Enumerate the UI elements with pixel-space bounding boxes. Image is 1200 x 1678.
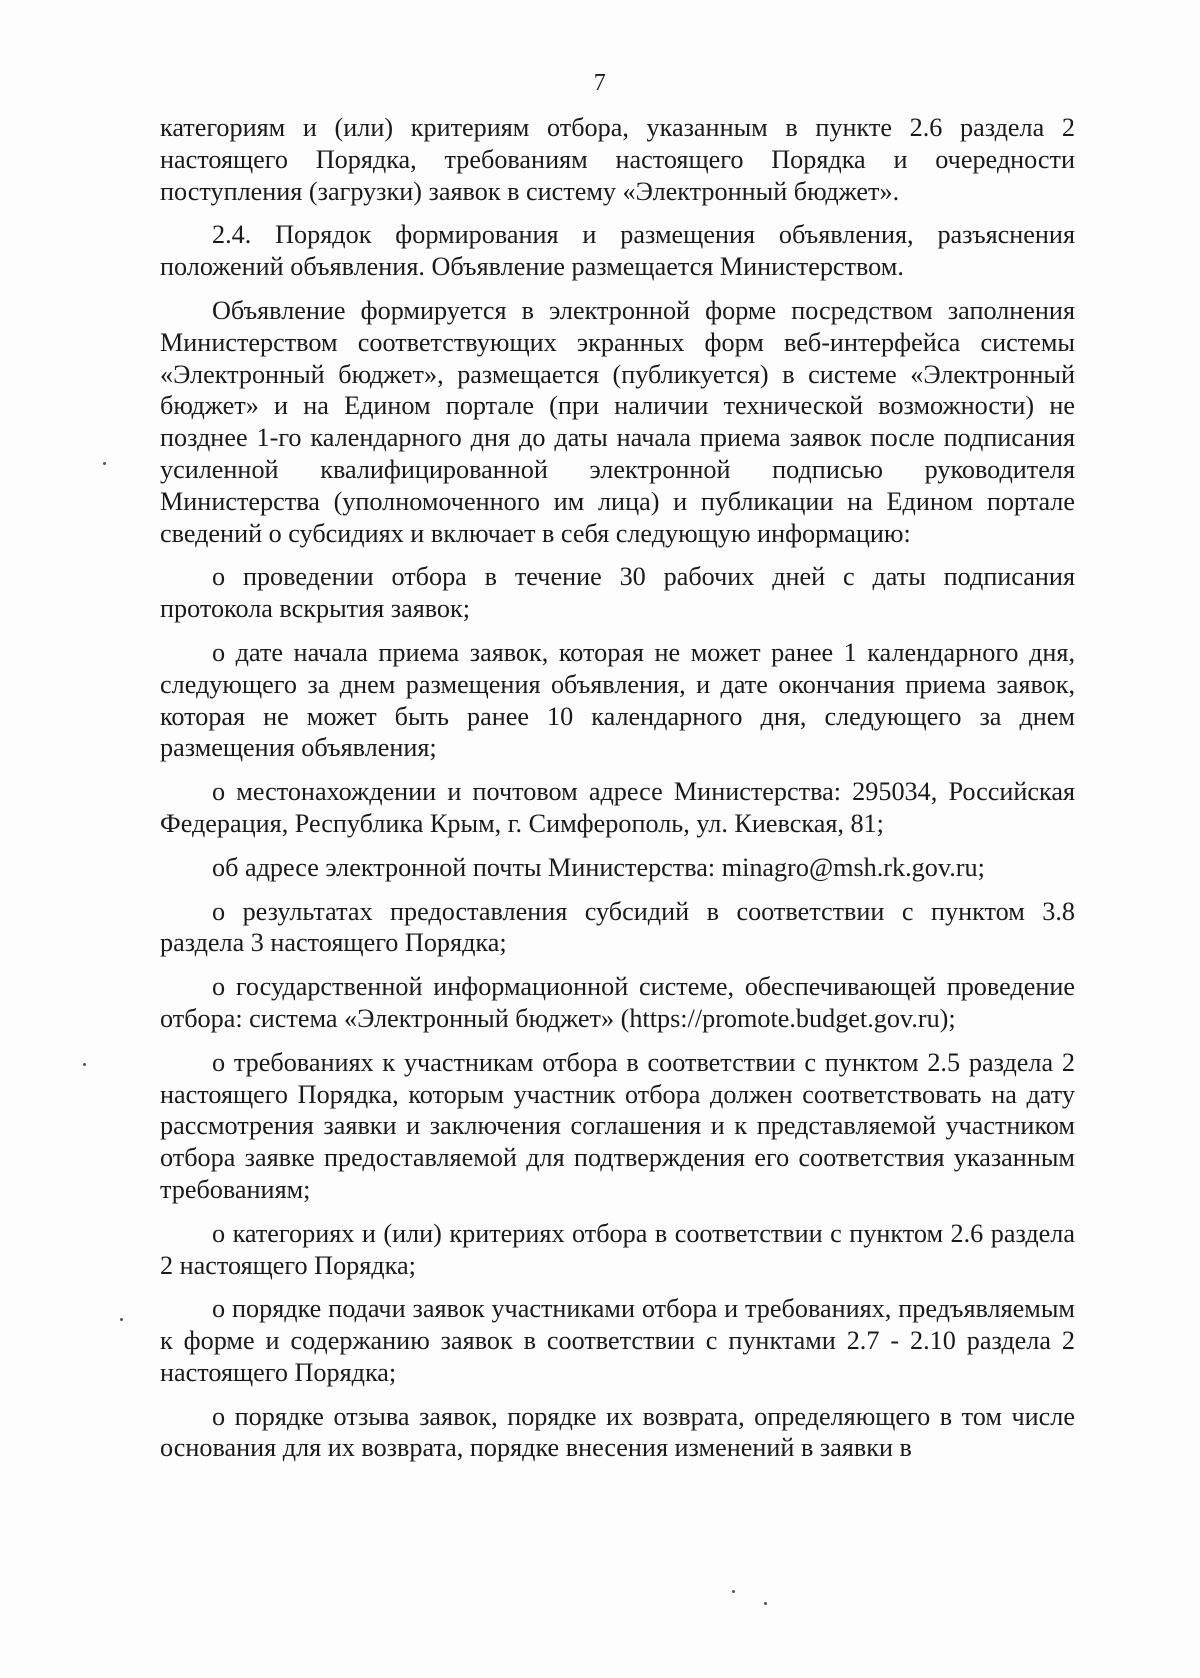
list-item-subsidy-results: о результатах предоставления субсидий в соответствии с пунктом 3.8 раздела 3 настоящего Порядка;	[160, 896, 1075, 958]
list-item-information-system: о государственной информационной системе, обеспечивающей проведение отбора: система «Электронный бюджет» (https://promote.budget.gov.ru);	[160, 972, 1075, 1033]
list-item-ministry-email: об адресе электронной почты Министерства: minagro@msh.rk.gov.ru;	[212, 852, 985, 882]
list-item-participant-requirements: о требованиях к участникам отбора в соответствии с пунктом 2.5 раздела 2 настоящего Порядка, которым участник отбора должен соответствовать на дату рассмотрения заявки и заключения соглашения и к представляемой участником отбора заявке предоставляемой для подтверждения его соответствия указанным требованиям;	[160, 1047, 1075, 1204]
document-body	[160, 112, 1075, 1476]
list-item-application-dates: о дате начала приема заявок, которая не может ранее 1 календарного дня, следующего за днем размещения объявления, и дате окончания приема заявок, которая не может быть ранее 10 календарного дня, следующего за днем размещения объявления;	[160, 637, 1075, 763]
paragraph-continuation: категориям и (или) критериям отбора, указанным в пункте 2.6 раздела 2 настоящего Порядка, требованиям настоящего Порядка и очередности поступления (загрузки) заявок в систему «Электронный бюджет».	[160, 113, 1075, 206]
paragraph-announcement-formation: Объявление формируется в электронной форме посредством заполнения Министерством соответствующих экранных форм веб-интерфейса системы «Электронный бюджет», размещается (публикуется) в системе «Электронный бюджет» и на Едином портале (при наличии технической возможности) не позднее 1-го календарного дня до даты начала приема заявок после подписания усиленной квалифицированной электронной подписью руководителя Министерства (уполномоченного им лица) и публикации на Едином портале сведений о субсидиях и включает в себя следующую информацию:	[160, 295, 1075, 548]
list-item-application-procedure: о порядке подачи заявок участниками отбора и требованиях, предъявляемым к форме и содержанию заявок в соответствии с пунктами 2.7 - 2.10 раздела 2 настоящего Порядка;	[160, 1294, 1075, 1387]
list-item-selection-criteria: о категориях и (или) критериях отбора в соответствии с пунктом 2.6 раздела 2 настоящего Порядка;	[160, 1218, 1075, 1280]
list-item-selection-period: о проведении отбора в течение 30 рабочих дней с даты подписания протокола вскрытия заявок;	[160, 562, 1075, 624]
scan-speck	[120, 1318, 123, 1321]
paragraph-section-2-4: 2.4. Порядок формирования и размещения объявления, разъяснения положений объявления. Объявление размещается Министерством.	[160, 220, 1075, 282]
scan-speck	[83, 1063, 86, 1066]
scan-speck	[103, 462, 106, 465]
scan-speck	[732, 1590, 735, 1593]
page-number: 7	[593, 70, 607, 96]
list-item-ministry-address: о местонахождении и почтовом адресе Министерства: 295034, Российская Федерация, Республика Крым, г. Симферополь, ул. Киевская, 81;	[160, 777, 1075, 838]
list-item-withdrawal-procedure: о порядке отзыва заявок, порядке их возврата, определяющего в том числе основания для их возврата, порядке внесения изменений в заявки в	[160, 1401, 1075, 1463]
scan-speck	[764, 1602, 767, 1605]
